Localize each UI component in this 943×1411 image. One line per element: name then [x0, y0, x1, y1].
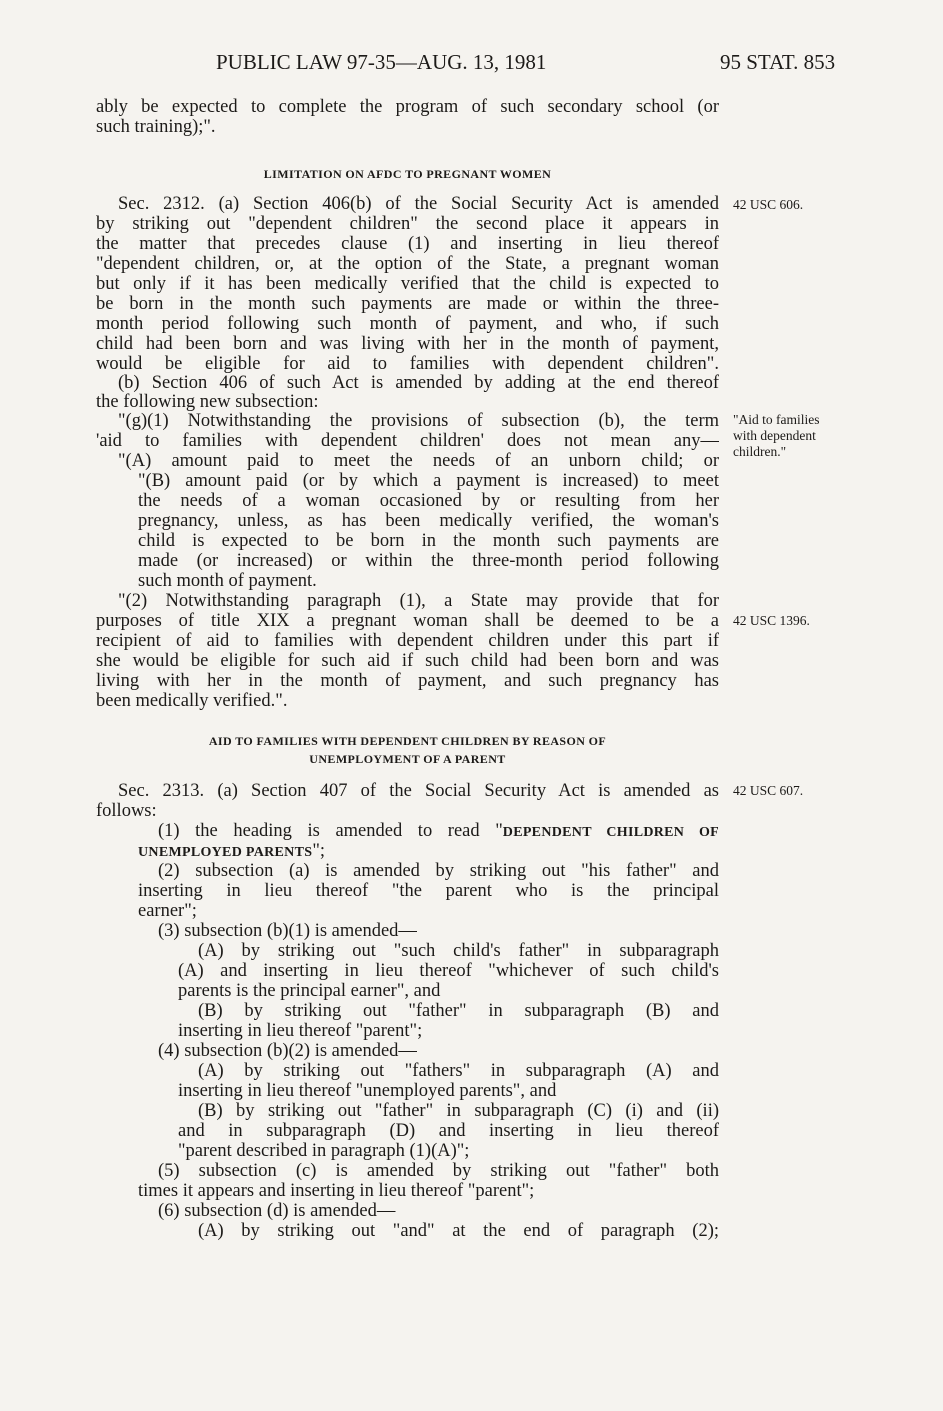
text-segment: (1) the heading is amended to read "	[158, 821, 503, 841]
text-line: 'aid to families with dependent children' does not mean any—	[96, 431, 719, 451]
text-line: parents is the principal earner", and	[178, 981, 441, 1001]
text-line: "dependent children, or, at the option of the State, a pregnant woman	[96, 254, 719, 274]
text-line: the needs of a woman occasioned by or resulting from her	[138, 491, 719, 511]
text-line: (A) by striking out "such child's father" in subparagraph	[198, 941, 719, 961]
text-line: (6) subsection (d) is amended—	[158, 1201, 396, 1221]
text-line: (3) subsection (b)(1) is amended—	[158, 921, 417, 941]
text-line: ably be expected to complete the program of such secondary school (or	[96, 97, 719, 117]
section-heading: LIMITATION ON AFDC TO PREGNANT WOMEN	[263, 167, 552, 181]
text-line: "(B) amount paid (or by which a payment is increased) to meet	[138, 471, 719, 491]
text-line: child is expected to be born in the month such payments are	[138, 531, 719, 551]
text-line: the following new subsection:	[96, 392, 319, 412]
text-line: such training);".	[96, 117, 216, 137]
text-line: earner";	[138, 901, 197, 921]
text-line: inserting in lieu thereof "unemployed parents", and	[178, 1081, 557, 1101]
text-line: (B) by striking out "father" in subparagraph (C) (i) and (ii)	[198, 1101, 719, 1121]
text-line: been medically verified.".	[96, 691, 288, 711]
text-line: by striking out "dependent children" the second place it appears in	[96, 214, 719, 234]
text-line: made (or increased) or within the three-month period following	[138, 551, 719, 571]
text-line: month period following such month of payment, and who, if such	[96, 314, 719, 334]
text-line: but only if it has been medically verified that the child is expected to	[96, 274, 719, 294]
text-line: (A) by striking out "fathers" in subparagraph (A) and	[198, 1061, 719, 1081]
text-line: inserting in lieu thereof "the parent who is the principal	[138, 881, 719, 901]
text-line: (2) subsection (a) is amended by striking out "his father" and	[158, 861, 719, 881]
margin-definition-note: children."	[733, 444, 787, 459]
text-line: inserting in lieu thereof "parent";	[178, 1021, 423, 1041]
margin-citation: 42 USC 1396.	[733, 613, 810, 628]
text-line: (A) and inserting in lieu thereof "whichever of such child's	[178, 961, 719, 981]
text-line: Sec. 2312. (a) Section 406(b) of the Social Security Act is amended	[118, 194, 719, 214]
small-caps-text: UNEMPLOYED PARENTS	[138, 845, 313, 860]
section-heading: AID TO FAMILIES WITH DEPENDENT CHILDREN BY REASON OF	[208, 734, 607, 748]
margin-citation: 42 USC 607.	[733, 783, 804, 798]
text-line: recipient of aid to families with dependent children under this part if	[96, 631, 719, 651]
text-line: and in subparagraph (D) and inserting in lieu thereof	[178, 1121, 719, 1141]
text-line: (b) Section 406 of such Act is amended by adding at the end thereof	[118, 373, 719, 393]
text-line: be born in the month such payments are made or within the three-	[96, 294, 719, 314]
text-line	[158, 821, 719, 843]
text-line: living with her in the month of payment, and such pregnancy has	[96, 671, 719, 691]
text-line: (B) by striking out "father" in subparagraph (B) and	[198, 1001, 719, 1021]
small-caps-text: DEPENDENT CHILDREN OF	[502, 825, 719, 840]
text-line: she would be eligible for such aid if such child had been born and was	[96, 651, 719, 671]
text-line: Sec. 2313. (a) Section 407 of the Social Security Act is amended as	[118, 781, 719, 801]
text-line: "(2) Notwithstanding paragraph (1), a State may provide that for	[118, 591, 719, 611]
text-segment: ";	[312, 841, 326, 861]
text-line: child had been born and was living with her in the month of payment,	[96, 334, 719, 354]
text-line: times it appears and inserting in lieu thereof "parent";	[138, 1181, 535, 1201]
margin-definition-note: "Aid to families	[733, 412, 820, 427]
text-line: the matter that precedes clause (1) and inserting in lieu thereof	[96, 234, 719, 254]
text-line: "parent described in paragraph (1)(A)";	[178, 1141, 470, 1161]
text-line: (4) subsection (b)(2) is amended—	[158, 1041, 417, 1061]
text-line: (A) by striking out "and" at the end of paragraph (2);	[198, 1221, 719, 1241]
section-heading: UNEMPLOYMENT OF A PARENT	[309, 752, 506, 766]
text-line: purposes of title XIX a pregnant woman shall be deemed to be a	[96, 611, 719, 631]
text-line: follows:	[96, 801, 157, 821]
text-line: pregnancy, unless, as has been medically verified, the woman's	[138, 511, 719, 531]
running-header-left: PUBLIC LAW 97-35—AUG. 13, 1981	[216, 50, 547, 74]
page-number: 95 STAT. 853	[720, 50, 836, 74]
margin-citation: 42 USC 606.	[733, 197, 804, 212]
text-line: "(g)(1) Notwithstanding the provisions of subsection (b), the term	[118, 411, 719, 431]
margin-definition-note: with dependent	[733, 428, 816, 443]
text-line: "(A) amount paid to meet the needs of an unborn child; or	[118, 451, 719, 471]
text-line: would be eligible for aid to families with dependent children".	[96, 354, 719, 374]
text-line	[138, 841, 325, 863]
text-line: such month of payment.	[138, 571, 317, 591]
text-line: (5) subsection (c) is amended by striking out "father" both	[158, 1161, 719, 1181]
